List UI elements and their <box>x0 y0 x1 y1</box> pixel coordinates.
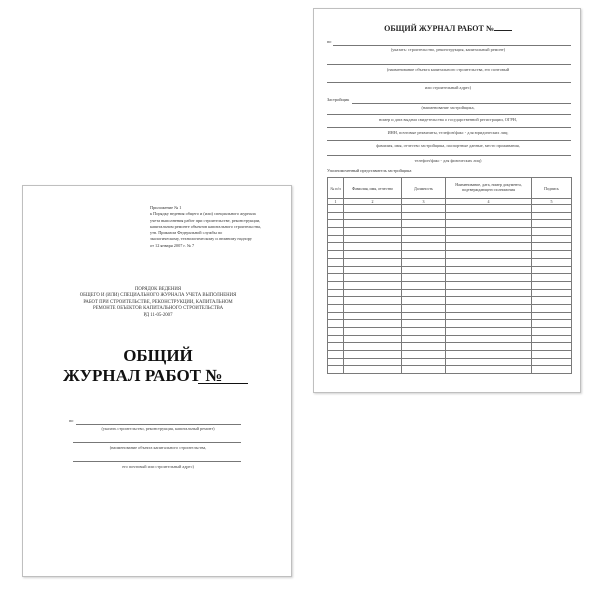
procedure-line: РД 11-05-2007 <box>143 312 173 318</box>
table-cell <box>344 335 402 343</box>
table-row <box>328 281 572 289</box>
procedure-line: ОБЩЕГО И (ИЛИ) СПЕЦИАЛЬНОГО ЖУРНАЛА УЧЕТА ВЫПОЛНЕНИЯ <box>79 293 237 299</box>
table-cell <box>344 289 402 297</box>
table-cell <box>402 220 446 228</box>
inner-field-line <box>327 114 571 115</box>
table-cell <box>402 251 446 259</box>
table-cell <box>402 328 446 336</box>
inner-caption-8: телефон/факс - для физических лиц) <box>414 158 482 163</box>
table-cell <box>532 220 572 228</box>
table-cell <box>402 205 446 213</box>
column-number: 5 <box>532 199 572 205</box>
table-cell <box>328 212 344 220</box>
table-cell <box>446 312 532 320</box>
inner-caption-2: (наименование объекта капитального строительства, его почтовый <box>386 67 510 72</box>
table-cell <box>402 228 446 236</box>
column-header: Подпись <box>532 178 572 199</box>
table-cell <box>402 312 446 320</box>
table-cell <box>328 251 344 259</box>
appendix-line: капитальном ремонте объектов капитального строительства, <box>150 223 261 229</box>
table-cell <box>402 297 446 305</box>
table-cell <box>328 243 344 251</box>
table-cell <box>446 366 532 374</box>
table-cell <box>532 243 572 251</box>
table-cell <box>446 358 532 366</box>
table-cell <box>328 289 344 297</box>
table-row <box>328 312 572 320</box>
table-cell <box>328 297 344 305</box>
journal-number-blank <box>198 383 248 384</box>
column-header: Наименование, дата, номер документа, подтверждающего полномочия <box>446 178 532 199</box>
column-number: 3 <box>402 199 446 205</box>
table-cell <box>446 320 532 328</box>
inner-caption-4: (наименование застройщика, <box>421 105 475 110</box>
inner-field-prefix: по <box>327 39 332 44</box>
inner-title-text: ОБЩИЙ ЖУРНАЛ РАБОТ № <box>384 24 494 33</box>
table-cell <box>344 212 402 220</box>
table-cell <box>402 335 446 343</box>
column-number: 1 <box>328 199 344 205</box>
table-cell <box>402 343 446 351</box>
table-cell <box>344 228 402 236</box>
cover-caption-2: (наименование объекта капитального строительства, <box>109 445 207 450</box>
table-cell <box>402 266 446 274</box>
table-cell <box>344 243 402 251</box>
table-cell <box>532 228 572 236</box>
table-cell <box>446 228 532 236</box>
table-cell <box>344 281 402 289</box>
cover-field-line <box>73 442 241 443</box>
table-cell <box>532 281 572 289</box>
table-row <box>328 258 572 266</box>
table-cell <box>446 289 532 297</box>
table-cell <box>446 205 532 213</box>
representatives-table <box>327 177 572 374</box>
table-header-row <box>328 178 572 199</box>
table-row <box>328 228 572 236</box>
column-number: 2 <box>344 199 402 205</box>
table-row <box>328 366 572 374</box>
table-row <box>328 304 572 312</box>
table-cell <box>328 312 344 320</box>
inner-field-line <box>327 64 571 65</box>
table-cell <box>344 351 402 359</box>
table-cell <box>328 274 344 282</box>
table-cell <box>328 281 344 289</box>
table-cell <box>328 266 344 274</box>
table-row <box>328 343 572 351</box>
table-cell <box>446 243 532 251</box>
table-row <box>328 235 572 243</box>
table-cell <box>532 304 572 312</box>
table-cell <box>532 312 572 320</box>
table-cell <box>344 251 402 259</box>
table-cell <box>344 297 402 305</box>
table-cell <box>402 351 446 359</box>
appendix-block <box>150 205 261 249</box>
table-cell <box>328 358 344 366</box>
table-cell <box>328 258 344 266</box>
appendix-line: утв. Приказом Федеральной службы по <box>150 230 223 236</box>
inner-field-line <box>352 103 571 104</box>
table-cell <box>328 351 344 359</box>
procedure-line: РЕМОНТЕ ОБЪЕКТОВ КАПИТАЛЬНОГО СТРОИТЕЛЬСТВА <box>92 306 224 312</box>
table-cell <box>344 320 402 328</box>
table-cell <box>532 258 572 266</box>
appendix-line: экологическому, технологическому и атомному надзору <box>150 236 252 242</box>
inner-field-line <box>327 82 571 83</box>
table-row <box>328 320 572 328</box>
table-cell <box>532 358 572 366</box>
table-cell <box>446 297 532 305</box>
table-cell <box>532 212 572 220</box>
procedure-line: РАБОТ ПРИ СТРОИТЕЛЬСТВЕ, РЕКОНСТРУКЦИИ, КАПИТАЛЬНОМ <box>83 299 233 305</box>
column-header: Должность <box>402 178 446 199</box>
table-cell <box>344 274 402 282</box>
procedure-line: ПОРЯДОК ВЕДЕНИЯ <box>134 287 182 292</box>
table-row <box>328 297 572 305</box>
inner-field-line <box>327 155 571 156</box>
column-header: № п/п <box>328 178 344 199</box>
table-cell <box>532 251 572 259</box>
table-cell <box>446 328 532 336</box>
inner-caption-1: (указать: строительство, реконструкция, капитальный ремонт) <box>390 47 506 52</box>
table-cell <box>328 328 344 336</box>
inner-caption-3: или строительный адрес) <box>424 85 472 90</box>
inner-field-line <box>333 45 571 46</box>
inner-field-line <box>327 127 571 128</box>
table-row <box>328 335 572 343</box>
appendix-line: к Порядку ведения общего и (или) специального журнала <box>150 211 256 217</box>
table-cell <box>532 274 572 282</box>
cover-field-line <box>73 461 241 462</box>
inner-caption-6: ИНН, почтовые реквизиты, телефон/факс - для юридических лиц; <box>387 130 509 135</box>
table-row <box>328 220 572 228</box>
table-cell <box>532 335 572 343</box>
cover-field-line <box>76 424 241 425</box>
cover-field-prefix: по <box>69 418 74 423</box>
appendix-line: учета выполнения работ при строительстве, реконструкции, <box>150 217 261 223</box>
table-cell <box>344 235 402 243</box>
table-cell <box>344 358 402 366</box>
table-cell <box>446 266 532 274</box>
column-number: 4 <box>446 199 532 205</box>
table-cell <box>446 304 532 312</box>
table-cell <box>328 235 344 243</box>
table-cell <box>402 274 446 282</box>
inner-page <box>313 8 581 393</box>
table-cell <box>532 328 572 336</box>
table-cell <box>328 320 344 328</box>
table-cell <box>532 343 572 351</box>
cover-title-line1: ОБЩИЙ <box>123 346 193 365</box>
table-row <box>328 251 572 259</box>
table-cell <box>344 366 402 374</box>
table-cell <box>446 258 532 266</box>
table-row <box>328 328 572 336</box>
table-cell <box>446 335 532 343</box>
cover-caption-3: его почтовый или строительный адрес) <box>122 464 194 469</box>
table-body <box>328 205 572 374</box>
table-row <box>328 243 572 251</box>
table-cell <box>402 320 446 328</box>
table-cell <box>344 258 402 266</box>
table-cell <box>532 235 572 243</box>
table-row <box>328 289 572 297</box>
table-cell <box>344 205 402 213</box>
table-cell <box>344 220 402 228</box>
table-cell <box>532 205 572 213</box>
table-cell <box>328 304 344 312</box>
table-cell <box>402 243 446 251</box>
table-cell <box>446 212 532 220</box>
inner-number-blank <box>494 30 512 31</box>
developer-label: Застройщик <box>327 97 350 102</box>
table-cell <box>344 343 402 351</box>
table-row <box>328 358 572 366</box>
table-cell <box>532 297 572 305</box>
table-row <box>328 351 572 359</box>
table-cell <box>446 235 532 243</box>
table-cell <box>532 289 572 297</box>
table-cell <box>328 343 344 351</box>
procedure-block <box>23 287 293 319</box>
table-cell <box>446 343 532 351</box>
inner-caption-5: номер и дата выдачи свидетельства о государственной регистрации, ОГРН, <box>379 117 517 122</box>
table-cell <box>532 320 572 328</box>
table-cell <box>402 281 446 289</box>
inner-caption-7: фамилия, имя, отчество застройщика, паспортные данные, место проживания, <box>376 143 520 148</box>
table-row <box>328 205 572 213</box>
table-cell <box>532 266 572 274</box>
table-cell <box>402 366 446 374</box>
table-cell <box>344 312 402 320</box>
cover-title-line2: ЖУРНАЛ РАБОТ № <box>63 366 223 385</box>
table-cell <box>446 351 532 359</box>
table-cell <box>328 205 344 213</box>
appendix-line: Приложение № 1 <box>150 205 182 210</box>
table-cell <box>532 351 572 359</box>
table-cell <box>402 304 446 312</box>
cover-caption-1: (указать строительство, реконструкция, капитальный ремонт) <box>101 426 215 431</box>
inner-field-line <box>327 140 571 141</box>
table-cell <box>328 228 344 236</box>
table-cell <box>446 274 532 282</box>
table-cell <box>402 212 446 220</box>
table-cell <box>402 235 446 243</box>
cover-page <box>22 185 292 577</box>
table-cell <box>328 366 344 374</box>
table-row <box>328 266 572 274</box>
table-row <box>328 274 572 282</box>
representative-label: Уполномоченный представитель застройщика <box>327 168 412 173</box>
table-cell <box>344 266 402 274</box>
table-cell <box>402 258 446 266</box>
table-cell <box>446 251 532 259</box>
inner-title <box>314 24 582 33</box>
table-cell <box>344 304 402 312</box>
table-cell <box>402 358 446 366</box>
table-cell <box>446 281 532 289</box>
table-cell <box>344 328 402 336</box>
appendix-line: от 12 января 2007 г. № 7 <box>150 242 195 248</box>
table-row <box>328 212 572 220</box>
column-header: Фамилия, имя, отчество <box>344 178 402 199</box>
table-cell <box>532 366 572 374</box>
table-cell <box>328 335 344 343</box>
table-cell <box>328 220 344 228</box>
table-cell <box>446 220 532 228</box>
table-cell <box>402 289 446 297</box>
